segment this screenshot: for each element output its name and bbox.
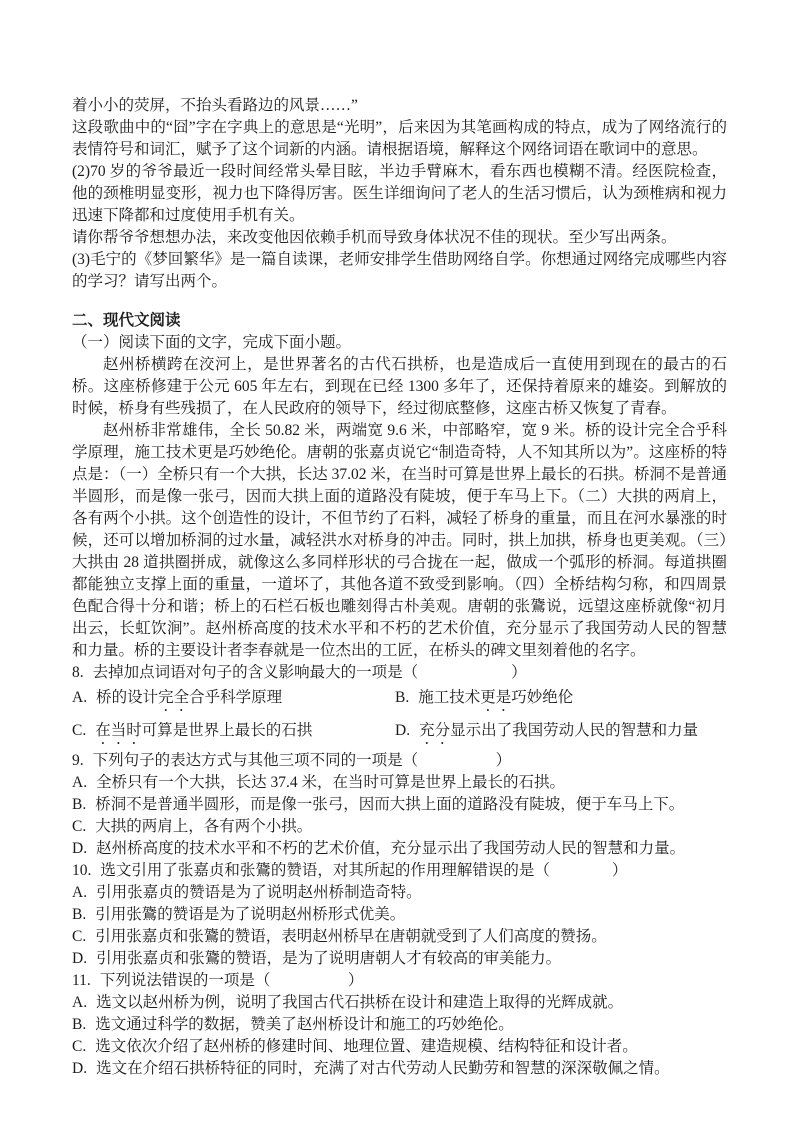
question-number: 10. [72,862,92,879]
question-stem-text: 选文引用了张嘉贞和张鷟的赞语，对其所起的作用理解错误的是（ ） [100,862,628,879]
option-text [95,722,312,739]
passage-paragraph-1: 赵州桥横跨在洨河上，是世界著名的古代石拱桥，也是造成后一直使用到现在的最古的石桥。这座桥修建于公元 605 年左右，到现在已经 1300 多年了，还保持着原来的雄姿。到解放的时候，桥身有些残损了，在人民政府的领导下，经过彻底整修，这座古桥又恢复了青春。 [72,356,727,417]
option-label: C. [72,1038,87,1055]
plain-text: 显示出了我国劳动人民的智慧和力量 [450,721,699,739]
question-stem-text: 下列句子的表达方式与其他三项不同的一项是（ ） [92,752,512,769]
lyric-fragment-line: 着小小的荧屏，不抬头看路边的风景……” [72,97,358,114]
option-d [72,948,727,970]
question-stem-text: 去掉加点词语对句子的含义影响最大的一项是（ ） [92,664,527,681]
option-b [72,794,727,816]
option-label: A. [72,994,88,1011]
question-stem-text: 下列说法错误的一项是（ ） [99,972,364,989]
option-a [72,684,395,717]
question-8 [72,662,727,750]
option-c [72,816,727,838]
option-text: 大拱的两肩上，各有两个小拱。 [95,818,313,835]
option-text [419,722,698,739]
option-label: B. [72,906,87,923]
option-text: 选文依次介绍了赵州桥的修建时间、地理位置、建造规模、结构特征和设计者。 [95,1038,638,1055]
page-content [72,95,727,1080]
option-text: 桥洞不是普通半圆形，而是像一张弓，因而大拱上面的道路没有陡坡，便于车马上下。 [95,796,685,813]
option-d [72,838,727,860]
option-text: 选文通过科学的数据，赞美了赵州桥设计和施工的巧妙绝伦。 [95,1016,514,1033]
option-text: 赵州桥高度的技术水平和不朽的艺术价值，充分显示出了我国劳动人民的智慧和力量。 [96,840,686,857]
reading-passage [72,354,727,662]
option-text: 引用张鷟的赞语是为了说明赵州桥形式优美。 [95,906,406,923]
question-number: 9. [72,752,84,769]
question-10-stem [72,860,727,882]
option-b [395,684,727,717]
plain-text: 巧妙绝伦 [511,688,574,706]
option-label: B. [395,688,410,706]
section-subheading: （一）阅读下面的文字，完成下面小题。 [72,334,352,351]
option-a [72,772,727,794]
option-text [418,689,573,706]
question-11 [72,970,727,1080]
option-label: B. [72,796,87,813]
emphasized-text: 更是 [480,688,512,706]
option-label: D. [72,1060,88,1077]
option-text: 引用张嘉贞和张鷟的赞语，表明赵州桥早在唐朝就受到了人们高度的赞扬。 [95,928,607,945]
question-9-stem [72,750,727,772]
option-b [72,904,727,926]
emphasized-text: 充分 [419,721,451,739]
passage-paragraph-2: 赵州桥非常雄伟，全长 50.82 米，两端宽 9.6 米，中部略窄，宽 9 米。桥的设计完全合乎科学原理，施工技术更是巧妙绝伦。唐朝的张嘉贞说它“制造奇特，人不知其所以为”。这座桥的特点是：（一）全桥只有一个大拱，长达 37.02 米，在当时可算是世界上最长的石拱。桥洞不是普通半圆形，而是像一张弓，因而大拱上面的道路没有陡坡，便于车马上下。（二）大拱的两肩上，各有两个小拱。这个创造性的设计，不但节约了石料，减轻了桥身的重量，而且在河水暴涨的时候，还可以增加桥洞的过水量，减轻洪水对桥身的冲击。同时，拱上加拱，桥身也更美观。（三）大拱由 28 道拱圈拼成，就像这么多同样形状的弓合拢在一起，做成一个弧形的桥洞。每道拱圈都能独立支撑上面的重量，一道坏了，其他各道不致受到影响。（四）全桥结构匀称，和四周景色配合得十分和谐；桥上的石栏石板也雕刻得古朴美观。唐朝的张鷟说，远望这座桥就像“初月出云，长虹饮涧”。赵州桥高度的技术水平和不朽的艺术价值，充分显示了我国劳动人民的智慧和力量。桥的主要设计者李春就是一位杰出的工匠，在桥头的碑文里刻着他的名字。 [72,422,727,659]
option-label: A. [72,884,88,901]
question7-continuation-block [72,95,727,293]
option-label: A. [72,688,88,706]
option-text [96,689,282,706]
advice-task-paragraph: 请你帮爷爷想想办法，来改变他因依赖手机而导致身体状况不佳的现状。至少写出两条。 [72,229,677,246]
option-label: B. [72,1016,87,1033]
option-label: C. [72,721,87,739]
option-d [395,717,727,750]
grandpa-scenario-paragraph: (2)70 岁的爷爷最近一段时间经常头晕目眩，半边手臂麻木，看东西也模糊不清。经医院检查，他的颈椎明显变形，视力也下降得厉害。医生详细询问了老人的生活习惯后，认为颈椎病和视力迅速下降都和过度使用手机有关。 [72,163,727,224]
option-text: 选文在介绍石拱桥特征的同时，充满了对古代劳动人民勤劳和智慧的深深敬佩之情。 [96,1060,670,1077]
option-label: D. [72,950,88,967]
option-c [72,926,727,948]
option-label: C. [72,818,87,835]
jiong-word-explanation-paragraph: 这段歌曲中的“囧”字在字典上的意思是“光明”，后来因为其笔画构成的特点，成为了网络流行的表情符号和词汇，赋予了这个词新的内涵。请根据语境，解释这个网络词语在歌词中的意思。 [72,119,727,158]
emphasized-text: 在当时 [95,721,142,739]
option-d [72,1058,727,1080]
option-text: 全桥只有一个大拱，长达 37.4 米，在当时可算是世界上最长的石拱。 [96,774,565,791]
plain-text: 合乎科学原理 [189,688,283,706]
option-text: 引用张嘉贞的赞语是为了说明赵州桥制造奇特。 [96,884,422,901]
option-label: D. [395,721,411,739]
emphasized-text: 完全 [158,688,190,706]
question-11-stem [72,970,727,992]
option-label: A. [72,774,88,791]
question-8-stem [72,662,727,684]
option-label: D. [72,840,88,857]
option-c [72,1036,727,1058]
option-text: 引用张嘉贞和张鷟的赞语，是为了说明唐朝人才有较高的审美能力。 [96,950,562,967]
question-9 [72,750,727,860]
question-8-options [72,684,727,750]
plain-text: 桥的设计 [96,688,159,706]
option-c [72,717,395,750]
option-text: 选文以赵州桥为例，说明了我国古代石拱桥在设计和建造上取得的光辉成就。 [96,994,624,1011]
question-number: 11. [72,972,91,989]
plain-text: 施工技术 [418,688,481,706]
section-heading: 二、现代文阅读 [72,312,181,329]
question-10 [72,860,727,970]
option-b [72,1014,727,1036]
option-a [72,882,727,904]
option-label: C. [72,928,87,945]
plain-text: 可算是世界上最长的石拱 [141,721,313,739]
question-number: 8. [72,664,84,681]
online-learning-task-paragraph: (3)毛宁的《梦回繁华》是一篇自读课，老师安排学生借助网络自学。你想通过网络完成哪些内容的学习？请写出两个。 [72,251,727,290]
option-a [72,992,727,1014]
